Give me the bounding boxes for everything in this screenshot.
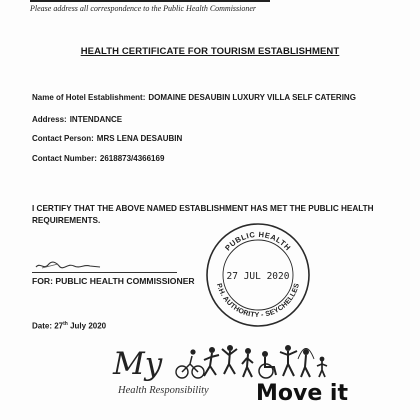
stamp-top-text: PUBLIC HEALTH [223, 229, 293, 253]
issue-date-prefix: Date: 27 [32, 321, 64, 331]
certificate-title [0, 46, 420, 57]
address-label: Address: [32, 115, 67, 124]
stamp-date: 27 JUL 2020 [226, 271, 290, 282]
logo-tagline: Health Responsibility [118, 385, 209, 396]
issue-date-rest: July 2020 [67, 321, 107, 331]
stamp-bottom-text: P.H. AUTHORITY - SEYCHELLES [214, 282, 302, 320]
address-value: INTENDANCE [69, 115, 123, 124]
contact-person-label: Contact Person: [32, 134, 94, 143]
hotel-name-value: DOMAINE DESAUBIN LUXURY VILLA SELF CATERING [148, 93, 356, 102]
official-stamp [204, 221, 312, 329]
hotel-name-field [32, 93, 356, 102]
contact-number-field [32, 154, 164, 163]
signatory-label: FOR: PUBLIC HEALTH COMMISSIONER [32, 276, 195, 286]
logo-my: My [113, 346, 163, 382]
issue-date [32, 321, 106, 331]
address-note: Please address all correspondence to the Public Health Commissioner [30, 4, 257, 13]
contact-person-field [32, 134, 182, 143]
contact-person-value: MRS LENA DESAUBIN [96, 134, 183, 143]
logo-move-it: Move it [256, 381, 348, 406]
contact-number-label: Contact Number: [32, 154, 97, 163]
signature-mark [34, 258, 104, 272]
certificate-title-text: HEALTH CERTIFICATE FOR TOURISM ESTABLISHMENT [80, 46, 340, 57]
signature-line [32, 272, 177, 273]
activity-figures-icon [176, 345, 327, 378]
address-field [32, 115, 122, 124]
header-rule [30, 0, 270, 2]
certification-statement: I CERTIFY THAT THE ABOVE NAMED ESTABLISHMENT HAS MET THE PUBLIC HEALTH REQUIREMENTS. [32, 204, 374, 225]
hotel-name-label: Name of Hotel Establishment: [32, 93, 146, 102]
contact-number-value: 2618873/4366169 [99, 154, 165, 163]
issue-date-suffix: th [63, 321, 68, 327]
